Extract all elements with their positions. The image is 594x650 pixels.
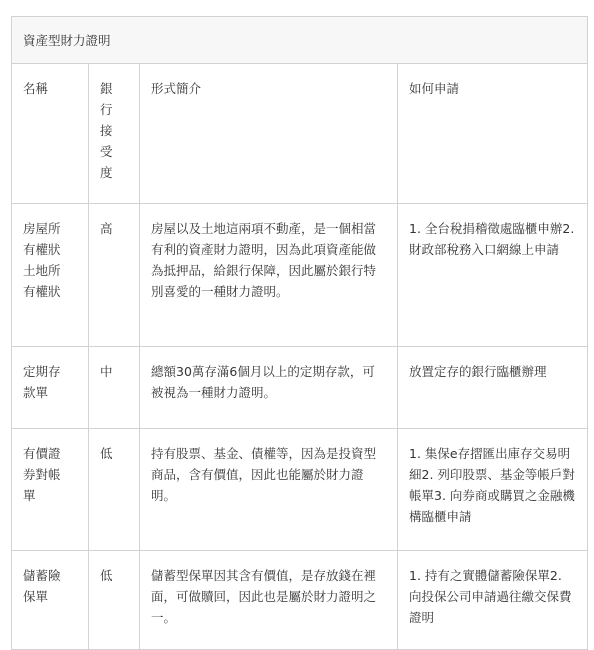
table-row <box>12 429 588 551</box>
row-description: 持有股票、基金、債權等，因為是投資型商品，含有價值，因此也能屬於財力證明。 <box>140 429 398 551</box>
row-acceptance: 低 <box>89 429 140 551</box>
row-how-to-apply: 1. 集保e存摺匯出庫存交易明細2. 列印股票、基金等帳戶對帳單3. 向券商或購買之金融機構臨櫃申請 <box>398 429 588 551</box>
row-how-to-apply: 1. 持有之實體儲蓄險保單2. 向投保公司申請過往繳交保費證明 <box>398 551 588 650</box>
row-acceptance: 高 <box>89 204 140 347</box>
header-how-to-apply: 如何申請 <box>398 64 588 204</box>
row-name: 有價證券對帳單 <box>12 429 89 551</box>
table-row <box>12 204 588 347</box>
row-how-to-apply: 1. 全台稅捐稽徵處臨櫃申辦2. 財政部稅務入口網線上申請 <box>398 204 588 347</box>
table-caption: 資產型財力證明 <box>12 17 588 64</box>
asset-proof-table <box>11 16 588 650</box>
header-name: 名稱 <box>12 64 89 204</box>
table-row <box>12 347 588 429</box>
table-header-row <box>12 64 588 204</box>
header-acceptance <box>89 64 140 204</box>
row-description: 總額30萬存滿6個月以上的定期存款，可被視為一種財力證明。 <box>140 347 398 429</box>
row-name: 儲蓄險保單 <box>12 551 89 650</box>
row-name: 房屋所有權狀土地所有權狀 <box>12 204 89 347</box>
table-row <box>12 551 588 650</box>
row-name: 定期存款單 <box>12 347 89 429</box>
header-description: 形式簡介 <box>140 64 398 204</box>
row-description: 儲蓄型保單因其含有價值，是存放錢在裡面，可做贖回，因此也是屬於財力證明之一。 <box>140 551 398 650</box>
row-how-to-apply: 放置定存的銀行臨櫃辦理 <box>398 347 588 429</box>
row-acceptance: 低 <box>89 551 140 650</box>
row-acceptance: 中 <box>89 347 140 429</box>
row-description: 房屋以及土地這兩項不動產，是一個相當有利的資產財力證明，因為此項資產能做為抵押品，給銀行保障，因此屬於銀行特別喜愛的一種財力證明。 <box>140 204 398 347</box>
header-acceptance-label: 銀行接受度 <box>100 81 113 180</box>
